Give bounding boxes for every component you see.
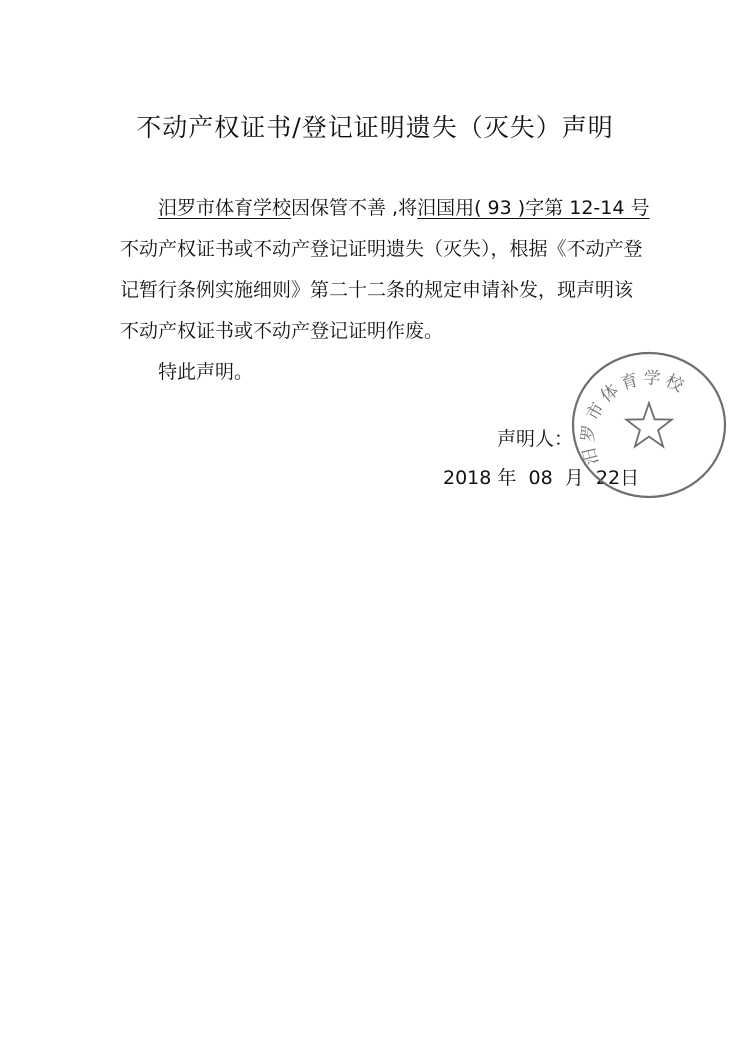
date-year: 2018 [443, 467, 492, 489]
date-month: 08 [528, 467, 553, 489]
date-month-unit: 月 [564, 467, 584, 489]
statement-paragraph [120, 188, 650, 352]
statement-segment-2: 不动产权证书或不动产登记证明遗失（灭失），根据《不动产登记暂行条例实施细则》第二十二条的规定申请补发，现声明该不动产权证书或不动产登记证明作废。 [120, 238, 643, 342]
certificate-number: 汨国用( 93 )字第 12-14 号 [417, 197, 650, 219]
date-day-unit: 日 [620, 467, 640, 489]
closing-line: 特此声明。 [158, 361, 254, 383]
seal-text: 汨罗市体育学校 [578, 368, 690, 467]
date-day: 22 [595, 467, 621, 489]
school-name: 汨罗市体育学校 [158, 197, 292, 219]
seal-star-icon [626, 403, 672, 447]
signer-label: 声明人： [497, 428, 574, 450]
statement-segment-1: 因保管不善 ,将 [291, 197, 418, 219]
official-seal [564, 345, 732, 500]
page-title: 不动产权证书/登记证明遗失（灭失）声明 [136, 113, 614, 142]
date-year-unit: 年 [497, 467, 517, 489]
